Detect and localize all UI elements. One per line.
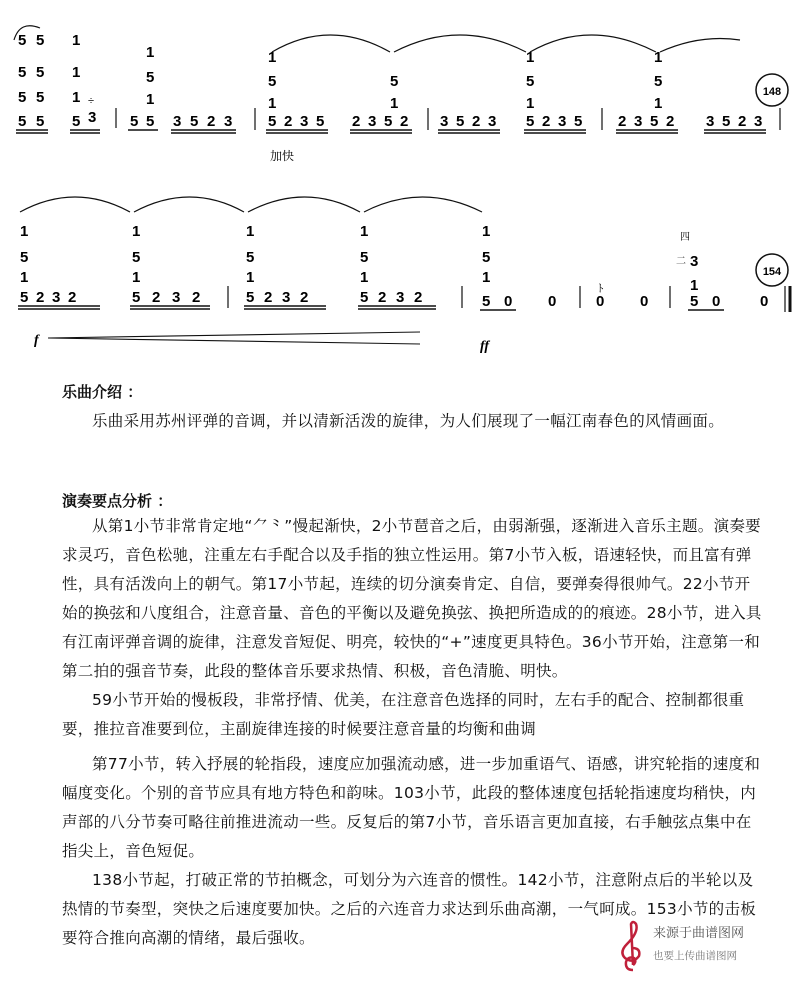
- svg-text:5: 5: [246, 249, 255, 266]
- watermark-line-2: 也要上传曲谱图网: [653, 950, 737, 962]
- intro-heading: 乐曲介绍 ：: [62, 383, 143, 401]
- svg-text:5: 5: [456, 113, 465, 130]
- measure-number-154: 154: [762, 266, 782, 278]
- svg-text:0: 0: [596, 293, 605, 310]
- svg-text:5: 5: [18, 113, 27, 130]
- svg-text:0: 0: [640, 293, 649, 310]
- svg-text:5: 5: [132, 249, 141, 266]
- svg-text:5: 5: [36, 32, 45, 49]
- svg-text:5: 5: [360, 249, 369, 266]
- svg-text:3: 3: [396, 289, 405, 306]
- svg-text:5: 5: [36, 89, 45, 106]
- measure-n1: [18, 223, 210, 309]
- svg-text:5: 5: [360, 289, 369, 306]
- svg-text:3: 3: [173, 113, 182, 130]
- analysis-paragraph-2: 59小节开始的慢板段，非常抒情、优美，在注意音色选择的同时，左右手的配合、控制都很重要，推拉音准要到位，主副旋律连接的时候要注意音量的均衡和曲调: [62, 691, 745, 738]
- svg-text:2: 2: [400, 113, 409, 130]
- analysis-paragraph-3: 第77小节，转入抒展的轮指段，速度应加强流动感，进一步加重语气、语感，讲究轮指的速度和幅度变化。个别的音节应具有地方特色和韵味。103小节，此段的整体速度包括轮指速度均稍快，内声部的八分节奏可略往前推进流动一些。反复后的第7小节，音乐语言更加直接，右手触弦点集中在指尖上，音色短促。: [62, 755, 761, 860]
- svg-text:5: 5: [690, 293, 699, 310]
- score-system-2: [18, 197, 790, 354]
- svg-text:0: 0: [760, 293, 769, 310]
- svg-text:2: 2: [378, 289, 387, 306]
- svg-text:1: 1: [654, 49, 663, 66]
- svg-text:3: 3: [282, 289, 291, 306]
- svg-text:0: 0: [504, 293, 513, 310]
- crescendo-hairpin: [48, 332, 420, 338]
- svg-text:2: 2: [666, 113, 675, 130]
- svg-text:3: 3: [52, 289, 61, 306]
- svg-text:1: 1: [268, 95, 277, 112]
- watermark-line-1: 来源于曲谱图网: [653, 926, 745, 941]
- svg-text:5: 5: [18, 89, 27, 106]
- svg-text:5: 5: [722, 113, 731, 130]
- svg-text:3: 3: [224, 113, 233, 130]
- svg-text:5: 5: [20, 249, 29, 266]
- svg-text:5: 5: [20, 289, 29, 306]
- intro-section: [62, 407, 762, 436]
- dynamic-ff: ff: [480, 339, 490, 354]
- measure-number-148: 148: [762, 86, 782, 98]
- svg-text:5: 5: [574, 113, 583, 130]
- svg-text:2: 2: [36, 289, 45, 306]
- svg-text:ﾄ: ﾄ: [598, 283, 604, 295]
- svg-text:1: 1: [690, 277, 699, 294]
- measure-4: [266, 49, 412, 133]
- analysis-heading: 演奏要点分析 ：: [62, 492, 173, 510]
- svg-text:3: 3: [368, 113, 377, 130]
- svg-text:5: 5: [650, 113, 659, 130]
- svg-text:5: 5: [130, 113, 139, 130]
- svg-text:5: 5: [482, 249, 491, 266]
- svg-text:5: 5: [268, 113, 277, 130]
- svg-text:÷: ÷: [88, 95, 95, 107]
- svg-text:1: 1: [268, 49, 277, 66]
- music-score: [0, 0, 805, 370]
- intro-body: 乐曲采用苏州评弹的音调，并以清新活泼的旋律，为人们展现了一幅江南春色的风情画面。: [92, 412, 725, 430]
- svg-text:3: 3: [706, 113, 715, 130]
- measure-n3: [480, 223, 556, 310]
- svg-text:3: 3: [440, 113, 449, 130]
- svg-text:2: 2: [542, 113, 551, 130]
- svg-text:1: 1: [390, 95, 399, 112]
- svg-text:2: 2: [472, 113, 481, 130]
- svg-text:1: 1: [360, 223, 369, 240]
- svg-text:5: 5: [36, 113, 45, 130]
- svg-text:1: 1: [146, 44, 155, 61]
- svg-text:2: 2: [207, 113, 216, 130]
- svg-text:3: 3: [88, 109, 97, 126]
- svg-text:2: 2: [284, 113, 293, 130]
- svg-text:1: 1: [482, 269, 491, 286]
- finger-mark-2: 二: [676, 256, 686, 267]
- measure-n4: [596, 283, 648, 310]
- svg-text:5: 5: [526, 73, 535, 90]
- measure-n5: [676, 231, 768, 310]
- svg-text:1: 1: [132, 223, 141, 240]
- svg-text:5: 5: [132, 289, 141, 306]
- svg-text:1: 1: [20, 223, 29, 240]
- svg-text:5: 5: [526, 113, 535, 130]
- svg-text:3: 3: [634, 113, 643, 130]
- measure-1: [14, 26, 48, 133]
- svg-text:5: 5: [72, 113, 81, 130]
- finger-mark-4: 四: [680, 232, 690, 243]
- svg-text:3: 3: [558, 113, 567, 130]
- svg-text:1: 1: [72, 89, 81, 106]
- svg-text:5: 5: [268, 73, 277, 90]
- analysis-section: [62, 512, 762, 953]
- svg-text:5: 5: [482, 293, 491, 310]
- svg-text:1: 1: [526, 49, 535, 66]
- svg-text:1: 1: [526, 95, 535, 112]
- measure-2: [70, 32, 100, 133]
- svg-text:5: 5: [384, 113, 393, 130]
- score-system-1: [14, 26, 788, 163]
- svg-text:1: 1: [20, 269, 29, 286]
- svg-text:5: 5: [190, 113, 199, 130]
- svg-text:5: 5: [654, 73, 663, 90]
- svg-text:5: 5: [146, 113, 155, 130]
- measure-6: [616, 49, 766, 133]
- svg-text:2: 2: [414, 289, 423, 306]
- svg-text:2: 2: [300, 289, 309, 306]
- analysis-paragraph-4: 138小节起，打破正常的节拍概念，可划分为六连音的惯性。142小节，注意附点后的半轮以及热情的节奏型，突快之后速度要加快。之后的六连音力求达到乐曲高潮，一气呵成。153小节的击板要符合推向高潮的情绪，最后强收。: [62, 871, 757, 947]
- measure-n2: [244, 223, 436, 309]
- svg-text:1: 1: [72, 64, 81, 81]
- svg-text:1: 1: [360, 269, 369, 286]
- svg-text:3: 3: [488, 113, 497, 130]
- svg-text:5: 5: [146, 69, 155, 86]
- svg-text:2: 2: [352, 113, 361, 130]
- svg-text:5: 5: [18, 32, 27, 49]
- svg-text:5: 5: [246, 289, 255, 306]
- svg-text:5: 5: [18, 64, 27, 81]
- svg-text:1: 1: [146, 91, 155, 108]
- measure-5: [438, 49, 586, 133]
- svg-text:2: 2: [192, 289, 201, 306]
- analysis-paragraph-1: 从第1小节非常肯定地“⺈⺀”慢起渐快，2小节琶音之后，由弱渐强，逐渐进入音乐主题。演奏要求灵巧，音色松驰，注重左右手配合以及手指的独立性运用。第7小节入板，语速轻快，而且富有弹性，具有活泼向上的朝气。第17小节起，连续的切分演奏肯定、自信，要弹奏得很帅气。22小节开始的换弦和八度组合，注意音量、音色的平衡以及避免换弦、换把所造成的的痕迹。28小节，进入具有江南评弹音调的旋律，注意发音短促、明亮，较快的“+”速度更具特色。36小节开始，注意第一和第二拍的强音节奏，此段的整体音乐要求热情、积极，音色清脆、明快。: [62, 517, 762, 680]
- svg-text:1: 1: [132, 269, 141, 286]
- site-watermark: [615, 918, 785, 976]
- top-note: 3: [690, 253, 699, 270]
- svg-text:3: 3: [754, 113, 763, 130]
- svg-text:3: 3: [300, 113, 309, 130]
- svg-text:2: 2: [618, 113, 627, 130]
- svg-text:1: 1: [246, 269, 255, 286]
- svg-text:1: 1: [654, 95, 663, 112]
- svg-text:1: 1: [482, 223, 491, 240]
- svg-text:2: 2: [68, 289, 77, 306]
- svg-text:1: 1: [246, 223, 255, 240]
- svg-text:2: 2: [738, 113, 747, 130]
- svg-text:2: 2: [264, 289, 273, 306]
- svg-text:3: 3: [172, 289, 181, 306]
- treble-clef-logo-icon: [615, 918, 649, 974]
- svg-text:5: 5: [36, 64, 45, 81]
- dynamic-f: f: [34, 333, 39, 348]
- svg-text:0: 0: [548, 293, 557, 310]
- svg-text:1: 1: [72, 32, 81, 49]
- measure-3: [128, 44, 236, 133]
- svg-text:5: 5: [390, 73, 399, 90]
- svg-text:0: 0: [712, 293, 721, 310]
- svg-text:5: 5: [316, 113, 325, 130]
- tempo-marking: 加快: [270, 149, 295, 163]
- svg-text:2: 2: [152, 289, 161, 306]
